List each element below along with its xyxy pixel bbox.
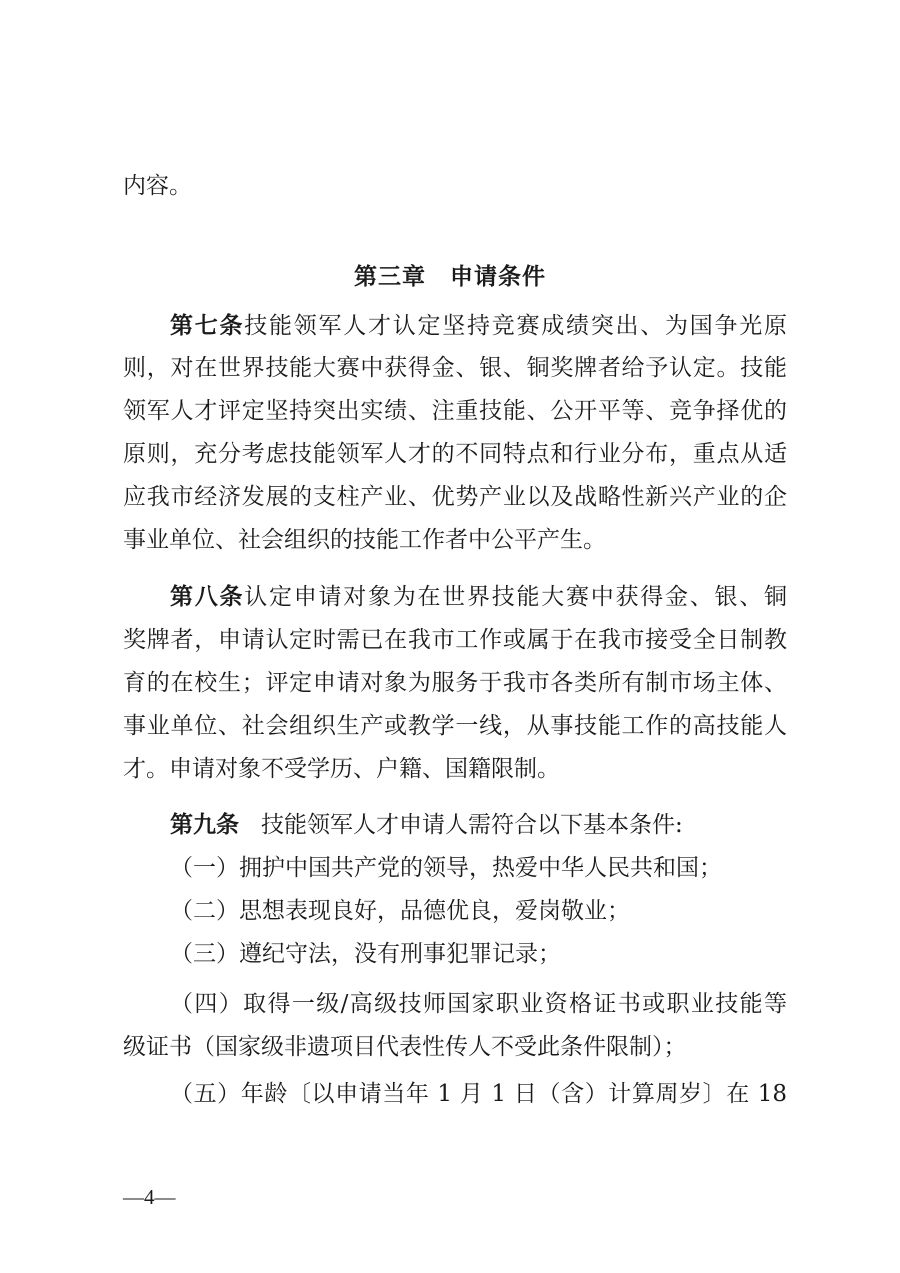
article-9-item: （五）年龄〔以申请当年 1 月 1 日（含）计算周岁〕在 18	[170, 1081, 787, 1107]
article-9-text: 技能领军人才申请人需符合以下基本条件:	[261, 812, 683, 838]
page-number: —4—	[123, 1185, 176, 1209]
article-7-label: 第七条	[170, 313, 245, 339]
article-9-item: （四）取得一级/高级技师国家职业资格证书或职业技能等	[170, 991, 787, 1017]
article-8-label: 第八条	[170, 584, 245, 610]
article-7-line: 原则，充分考虑技能领军人才的不同特点和行业分布，重点从适	[123, 441, 787, 467]
article-7-line: 事业单位、社会组织的技能工作者中公平产生。	[123, 527, 606, 553]
article-7-line: 则，对在世界技能大赛中获得金、银、铜奖牌者给予认定。技能	[123, 355, 787, 381]
article-8-line: 奖牌者，申请认定时需已在我市工作或属于在我市接受全日制教	[123, 627, 787, 653]
article-7-first-line	[170, 311, 787, 341]
article-8-first-line	[170, 582, 787, 612]
article-8-line: 才。申请对象不受学历、户籍、国籍限制。	[123, 756, 560, 782]
article-7-line: 领军人才评定坚持突出实绩、注重技能、公开平等、竞争择优的	[123, 398, 787, 424]
chapter-title: 第三章 申请条件	[354, 264, 546, 290]
article-9-item: （一）拥护中国共产党的领导，热爱中华人民共和国；	[170, 855, 722, 881]
article-8-line: 事业单位、社会组织生产或教学一线，从事技能工作的高技能人	[123, 713, 787, 739]
article-7-text: 技能领军人才认定坚持竞赛成绩突出、为国争光原	[244, 313, 787, 339]
continued-text: 内容。	[123, 173, 192, 199]
article-9-item: （三）遵纪守法，没有刑事犯罪记录；	[170, 941, 561, 967]
article-8-line: 育的在校生；评定申请对象为服务于我市各类所有制市场主体、	[123, 670, 787, 696]
article-7-line: 应我市经济发展的支柱产业、优势产业以及战略性新兴产业的企	[123, 484, 787, 510]
article-8-text: 认定申请对象为在世界技能大赛中获得金、银、铜	[244, 584, 787, 610]
article-9-item: 级证书（国家级非遗项目代表性传人不受此条件限制）；	[123, 1034, 687, 1060]
article-9-first-line	[170, 810, 787, 840]
article-9-item: （二）思想表现良好，品德优良，爱岗敬业；	[170, 898, 630, 924]
article-9-label: 第九条	[170, 812, 239, 838]
